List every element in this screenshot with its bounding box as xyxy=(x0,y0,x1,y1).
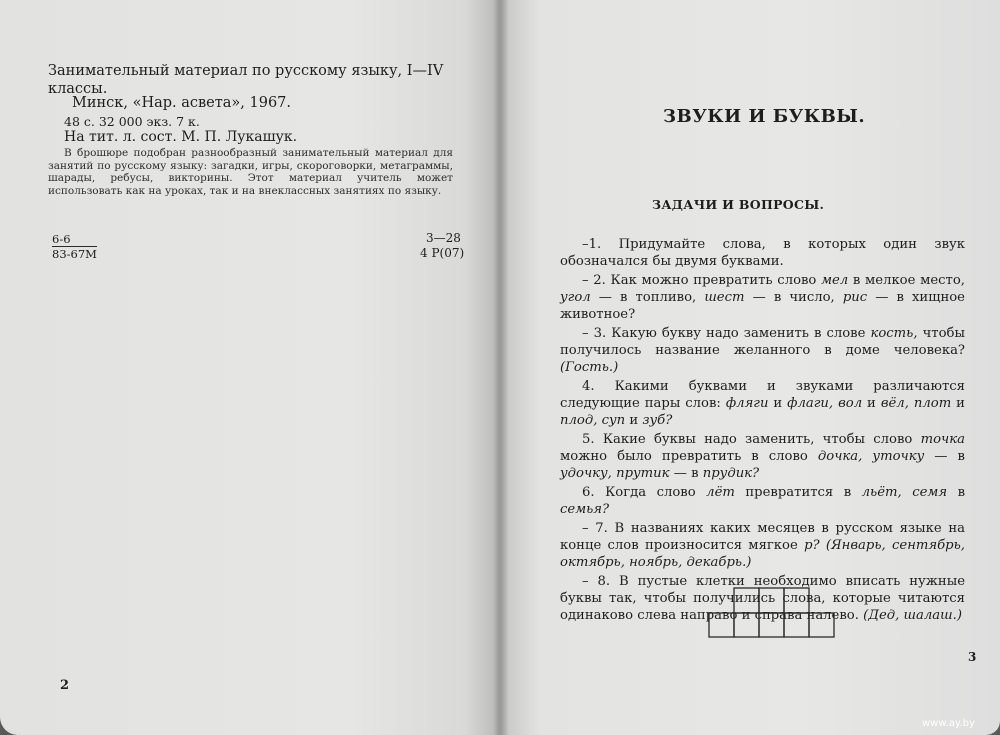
grid-cell xyxy=(759,588,784,613)
task-example-word: угол xyxy=(560,290,591,305)
grid-cell xyxy=(709,613,734,637)
bibliographic-title: Занимательный материал по русскому языку, I—IV классы. xyxy=(48,63,444,97)
task-text: — в хищное животное? xyxy=(560,290,965,322)
task-text: чтобы получилось название желанного в доме человека? xyxy=(560,326,965,358)
task-example-word: мел xyxy=(821,273,849,288)
right-page xyxy=(500,0,1000,735)
grid-cell xyxy=(734,613,759,637)
compiler-line: На тит. л. сост. М. П. Лукашук. xyxy=(64,129,298,145)
abstract-paragraph: В брошюре подобран разнообразный занимательный материал для занятий по русскому языку: загадки, игры, скороговорки, метаграммы, шарады, ребусы, викторины. Этот материал учитель может использовать как на уроках, так и на внеклассных занятиях по языку. xyxy=(48,147,453,197)
task-text: и xyxy=(625,413,643,428)
task-text: 4. Какими буквами и звуками различаются следующие пары слов: xyxy=(560,379,965,411)
task-text: — в топливо, xyxy=(590,290,705,305)
publisher-line: Минск, «Нар. асвета», 1967. xyxy=(72,95,292,111)
section-title: ЗВУКИ И БУКВЫ. xyxy=(663,106,866,127)
task-example-word: вол xyxy=(838,396,863,411)
task-example-word: флаги, xyxy=(787,396,834,411)
task-text: 6. Когда слово xyxy=(582,485,707,500)
udc-code-1: 3—28 xyxy=(426,231,461,245)
task-text: и xyxy=(768,396,788,411)
section-subtitle: ЗАДАЧИ И ВОПРОСЫ. xyxy=(652,197,825,212)
task-example-word: (Январь, сентябрь, октябрь, ноябрь, декабрь.) xyxy=(560,538,965,570)
task-example-word: плод, xyxy=(560,413,598,428)
extent-line: 48 с. 32 000 экз. 7 к. xyxy=(64,114,200,129)
task-text: превратится в xyxy=(734,485,862,500)
task-example-word: фляги xyxy=(725,396,769,411)
task-text: — в xyxy=(669,466,703,481)
task-example-word: р? xyxy=(804,538,820,553)
task-example-word: рис xyxy=(842,290,868,305)
task-example-word: суп xyxy=(601,413,626,428)
task-example-word: шест xyxy=(704,290,745,305)
task-text: –1. Придумайте слова, в которых один звук обозначался бы двумя буквами. xyxy=(560,237,965,269)
task-text: 5. Какие буквы надо заменить, чтобы слово xyxy=(582,432,921,447)
task-text: – 3. Какую букву надо заменить в слове xyxy=(582,326,871,341)
task-example-word: зуб? xyxy=(642,413,673,428)
classification-code-denominator: 83-67М xyxy=(52,247,97,261)
task-example-word: удочку, xyxy=(560,466,612,481)
task-text: и xyxy=(951,396,965,411)
grid-cell xyxy=(734,588,759,613)
grid-cell xyxy=(759,613,784,637)
task-example-word: семя xyxy=(912,485,948,500)
task-text: в мелкое место, xyxy=(848,273,965,288)
task-text: – 7. В названиях каких месяцев в русском языке на конце слов произносится мягкое xyxy=(560,521,965,553)
watermark-text: www.ay.by xyxy=(922,718,975,729)
task-text: — в xyxy=(924,449,965,464)
task-text: и xyxy=(862,396,881,411)
task-example-word: льёт, xyxy=(861,485,902,500)
task-example-word: прутик xyxy=(616,466,670,481)
book-spine-shadow xyxy=(493,0,509,735)
task-example-word: лёт xyxy=(706,485,735,500)
task-text: – 2. Как можно превратить слово xyxy=(582,273,822,288)
classification-code-numerator: 6-6 xyxy=(52,232,71,246)
page-number-left: 2 xyxy=(60,678,70,693)
task-example-word: прудик? xyxy=(702,466,760,481)
task-example-word: кость, xyxy=(870,326,918,341)
task-example-word: уточку xyxy=(872,449,925,464)
task-text: можно было превратить в слово xyxy=(560,449,818,464)
udc-code-2: 4 Р(07) xyxy=(420,246,465,260)
grid-cell xyxy=(784,613,809,637)
page-number-right: 3 xyxy=(968,650,977,664)
task-example-word: дочка, xyxy=(817,449,863,464)
grid-cell xyxy=(809,613,834,637)
task-example-word: семья? xyxy=(560,502,610,517)
grid-cell xyxy=(784,588,809,613)
letter-grid xyxy=(500,0,1000,735)
task-example-word: точка xyxy=(920,432,965,447)
task-text: в xyxy=(947,485,965,500)
task-example-word: вёл, xyxy=(880,396,909,411)
task-example-word: плот xyxy=(913,396,952,411)
task-text: – 8. В пустые клетки необходимо вписать нужные буквы так, чтобы получились слова, которые читаются одинаково слева направо и справа налево. xyxy=(560,574,965,623)
task-text: — в число, xyxy=(744,290,843,305)
task-example-word: (Гость.) xyxy=(560,360,619,375)
task-example-word: (Дед, шалаш.) xyxy=(863,608,962,623)
